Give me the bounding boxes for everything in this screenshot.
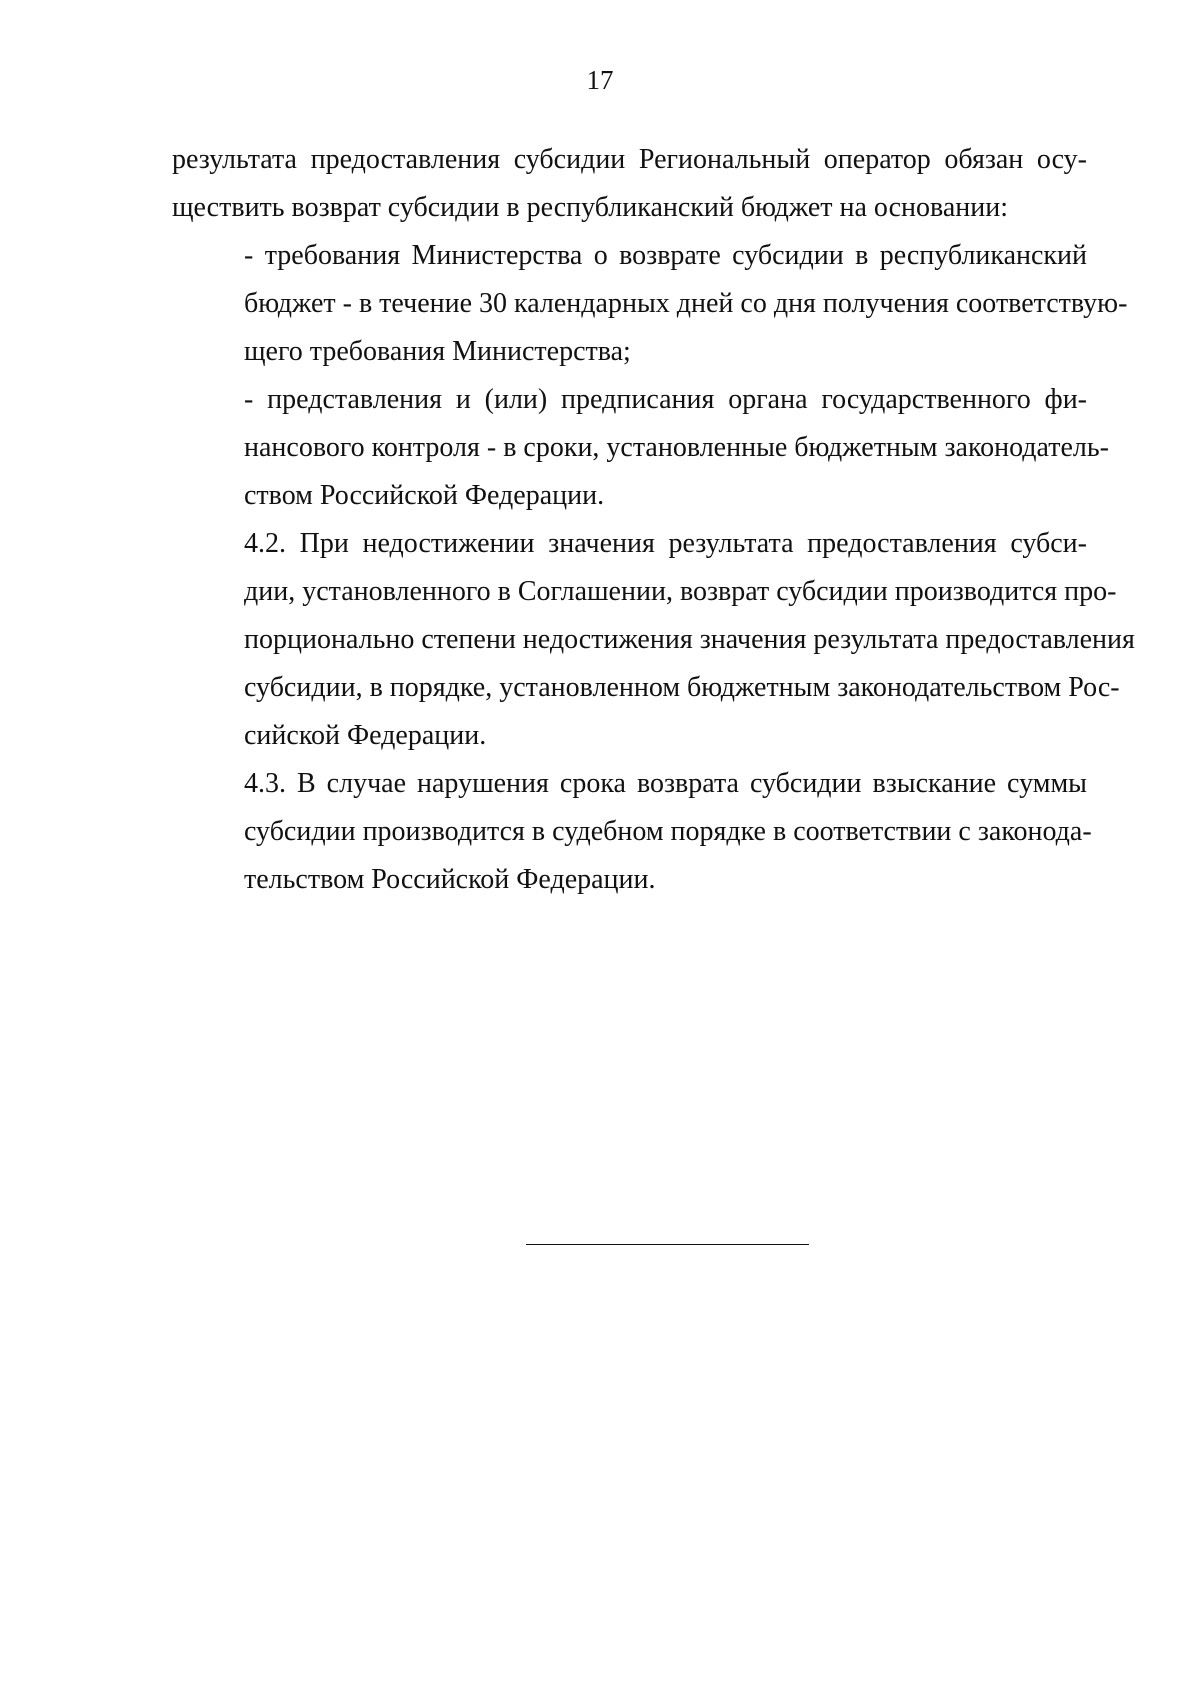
page-number: 17 [586, 65, 614, 95]
text-line: результата предоставления субсидии Региональный оператор обязан осу- [172, 144, 1087, 175]
document-body [172, 136, 1135, 904]
text-line: бюджет - в течение 30 календарных дней со дня получения соответствую- [244, 288, 1128, 319]
text-line: порционально степени недостижения значения результата предоставления [244, 624, 1135, 655]
paragraph-4-3 [172, 760, 1092, 904]
end-separator-line [526, 1244, 809, 1245]
text-line: сийской Федерации. [244, 720, 487, 751]
text-line: субсидии производится в судебном порядке в соответствии с законода- [244, 816, 1092, 847]
text-line: субсидии, в порядке, установленном бюджетным законодательством Рос- [244, 672, 1120, 703]
text-line: 4.2. При недостижении значения результата предоставления субси- [244, 528, 1087, 559]
paragraph-financial-control [172, 376, 1109, 520]
paragraph-4-2 [172, 520, 1135, 760]
text-line: 4.3. В случае нарушения срока возврата субсидии взыскание суммы [244, 768, 1087, 799]
paragraph-return-grounds [172, 136, 1087, 232]
text-line: щего требования Министерства; [244, 336, 631, 367]
text-line: ством Российской Федерации. [244, 480, 605, 511]
text-line: нансового контроля - в сроки, установленные бюджетным законодатель- [244, 432, 1109, 463]
text-line: тельством Российской Федерации. [244, 864, 656, 895]
text-line: - представления и (или) предписания органа государственного фи- [244, 384, 1087, 415]
text-line: дии, установленного в Соглашении, возврат субсидии производится про- [244, 576, 1117, 607]
paragraph-ministry-requirement [172, 232, 1128, 376]
text-line: ществить возврат субсидии в республиканский бюджет на основании: [172, 192, 1009, 223]
text-line: - требования Министерства о возврате субсидии в республиканский [244, 240, 1087, 271]
